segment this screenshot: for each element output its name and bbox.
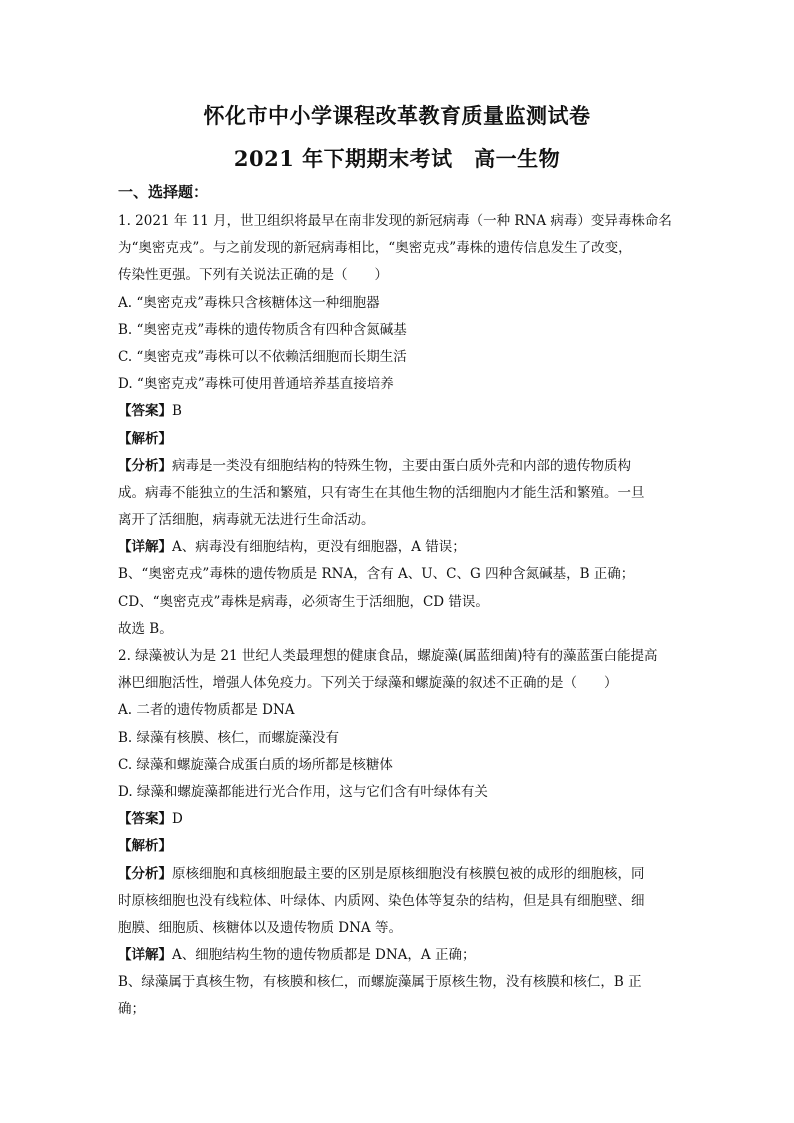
- line-text: B、绿藻属于真核生物，有核膜和核仁，而螺旋藻属于原核生物，没有核膜和核仁，B 正: [118, 974, 642, 991]
- text-line: [118, 752, 678, 779]
- line-text: B. “奥密克戎”毒株的遗传物质含有四种含氮碱基: [118, 321, 407, 338]
- question-body: [118, 208, 678, 1024]
- text-line: [118, 344, 678, 371]
- line-text: 病毒是一类没有细胞结构的特殊生物，主要由蛋白质外壳和内部的遗传物质构: [172, 457, 631, 474]
- text-line: [118, 398, 678, 425]
- line-text: 离开了活细胞，病毒就无法进行生命活动。: [118, 512, 375, 529]
- text-line: [118, 643, 678, 670]
- line-text: 2. 绿藻被认为是 21 世纪人类最理想的健康食品，螺旋藻(属蓝细菌)特有的藻蓝蛋白能提高: [118, 648, 658, 664]
- text-line: [118, 806, 678, 833]
- text-line: [118, 779, 678, 806]
- section-tag: 【答案】: [118, 811, 172, 828]
- text-line: [118, 888, 678, 915]
- text-line: [118, 453, 678, 480]
- text-line: [118, 208, 678, 235]
- line-text: A. “奥密克戎”毒株只含核糖体这一种细胞器: [118, 294, 380, 311]
- line-text: 故选 B。: [118, 620, 173, 637]
- text-line: [118, 426, 678, 453]
- exam-subtitle: 2021 年下期期末考试 高一生物: [233, 146, 561, 171]
- line-text: B、“奥密克戎”毒株的遗传物质是 RNA，含有 A、U、C、G 四种含氮碱基，B 正确；: [118, 566, 635, 583]
- exam-title: 怀化市中小学课程改革教育质量监测试卷: [203, 103, 591, 128]
- section-tag: 【分析】: [118, 457, 172, 474]
- line-text: C. “奥密克戎”毒株可以不依赖活细胞而长期生活: [118, 348, 407, 365]
- line-text: 淋巴细胞活性，增强人体免疫力。下列关于绿藻和螺旋藻的叙述不正确的是（ ）: [118, 675, 618, 692]
- line-text: 成。病毒不能独立的生活和繁殖，只有寄生在其他生物的活细胞内才能生活和繁殖。一旦: [118, 484, 645, 501]
- text-line: [118, 996, 678, 1023]
- section-tag: 【详解】: [118, 539, 172, 556]
- text-line: [118, 670, 678, 697]
- text-line: [118, 725, 678, 752]
- section-tag: 【解析】: [118, 838, 172, 855]
- line-text: 确；: [118, 1001, 145, 1018]
- text-line: [118, 589, 678, 616]
- line-text: 传染性更强。下列有关说法正确的是（ ）: [118, 267, 388, 284]
- section-tag: 【答案】: [118, 403, 172, 420]
- text-line: [118, 616, 678, 643]
- section-heading: 一、选择题：: [118, 183, 209, 201]
- line-text: 为“奥密克戎”。与之前发现的新冠病毒相比，“奥密克戎”毒株的遗传信息发生了改变，: [118, 240, 632, 257]
- text-line: [118, 833, 678, 860]
- line-text: C. 绿藻和螺旋藻合成蛋白质的场所都是核糖体: [118, 756, 393, 773]
- text-line: [118, 290, 678, 317]
- text-line: [118, 697, 678, 724]
- line-text: B. 绿藻有核膜、核仁，而螺旋藻没有: [118, 729, 340, 746]
- line-text: 时原核细胞也没有线粒体、叶绿体、内质网、染色体等复杂的结构，但是具有细胞壁、细: [118, 892, 645, 909]
- line-text: 1. 2021 年 11 月，世卫组织将最早在南非发现的新冠病毒（一种 RNA 病毒）变异毒株命名: [118, 213, 672, 229]
- text-line: [118, 480, 678, 507]
- text-line: [118, 915, 678, 942]
- section-tag: 【分析】: [118, 865, 172, 882]
- text-line: [118, 235, 678, 262]
- line-text: D. 绿藻和螺旋藻都能进行光合作用，这与它们含有叶绿体有关: [118, 783, 488, 800]
- line-text: D. “奥密克戎”毒株可使用普通培养基直接培养: [118, 376, 394, 393]
- section-tag: 【解析】: [118, 430, 172, 447]
- text-line: [118, 942, 678, 969]
- line-text: D: [172, 811, 183, 828]
- section-tag: 【详解】: [118, 947, 172, 964]
- text-line: [118, 561, 678, 588]
- text-line: [118, 262, 678, 289]
- text-line: [118, 534, 678, 561]
- text-line: [118, 507, 678, 534]
- line-text: B: [172, 403, 182, 420]
- line-text: CD、“奥密克戎”毒株是病毒，必须寄生于活细胞，CD 错误。: [118, 593, 489, 610]
- line-text: 胞膜、细胞质、核糖体以及遗传物质 DNA 等。: [118, 919, 402, 936]
- line-text: 原核细胞和真核细胞最主要的区别是原核细胞没有核膜包被的成形的细胞核，同: [172, 865, 645, 882]
- line-text: A、细胞结构生物的遗传物质都是 DNA，A 正确；: [172, 947, 476, 964]
- line-text: A、病毒没有细胞结构，更没有细胞器，A 错误；: [172, 539, 466, 556]
- text-line: [118, 969, 678, 996]
- text-line: [118, 861, 678, 888]
- text-line: [118, 371, 678, 398]
- line-text: A. 二者的遗传物质都是 DNA: [118, 702, 295, 719]
- text-line: [118, 317, 678, 344]
